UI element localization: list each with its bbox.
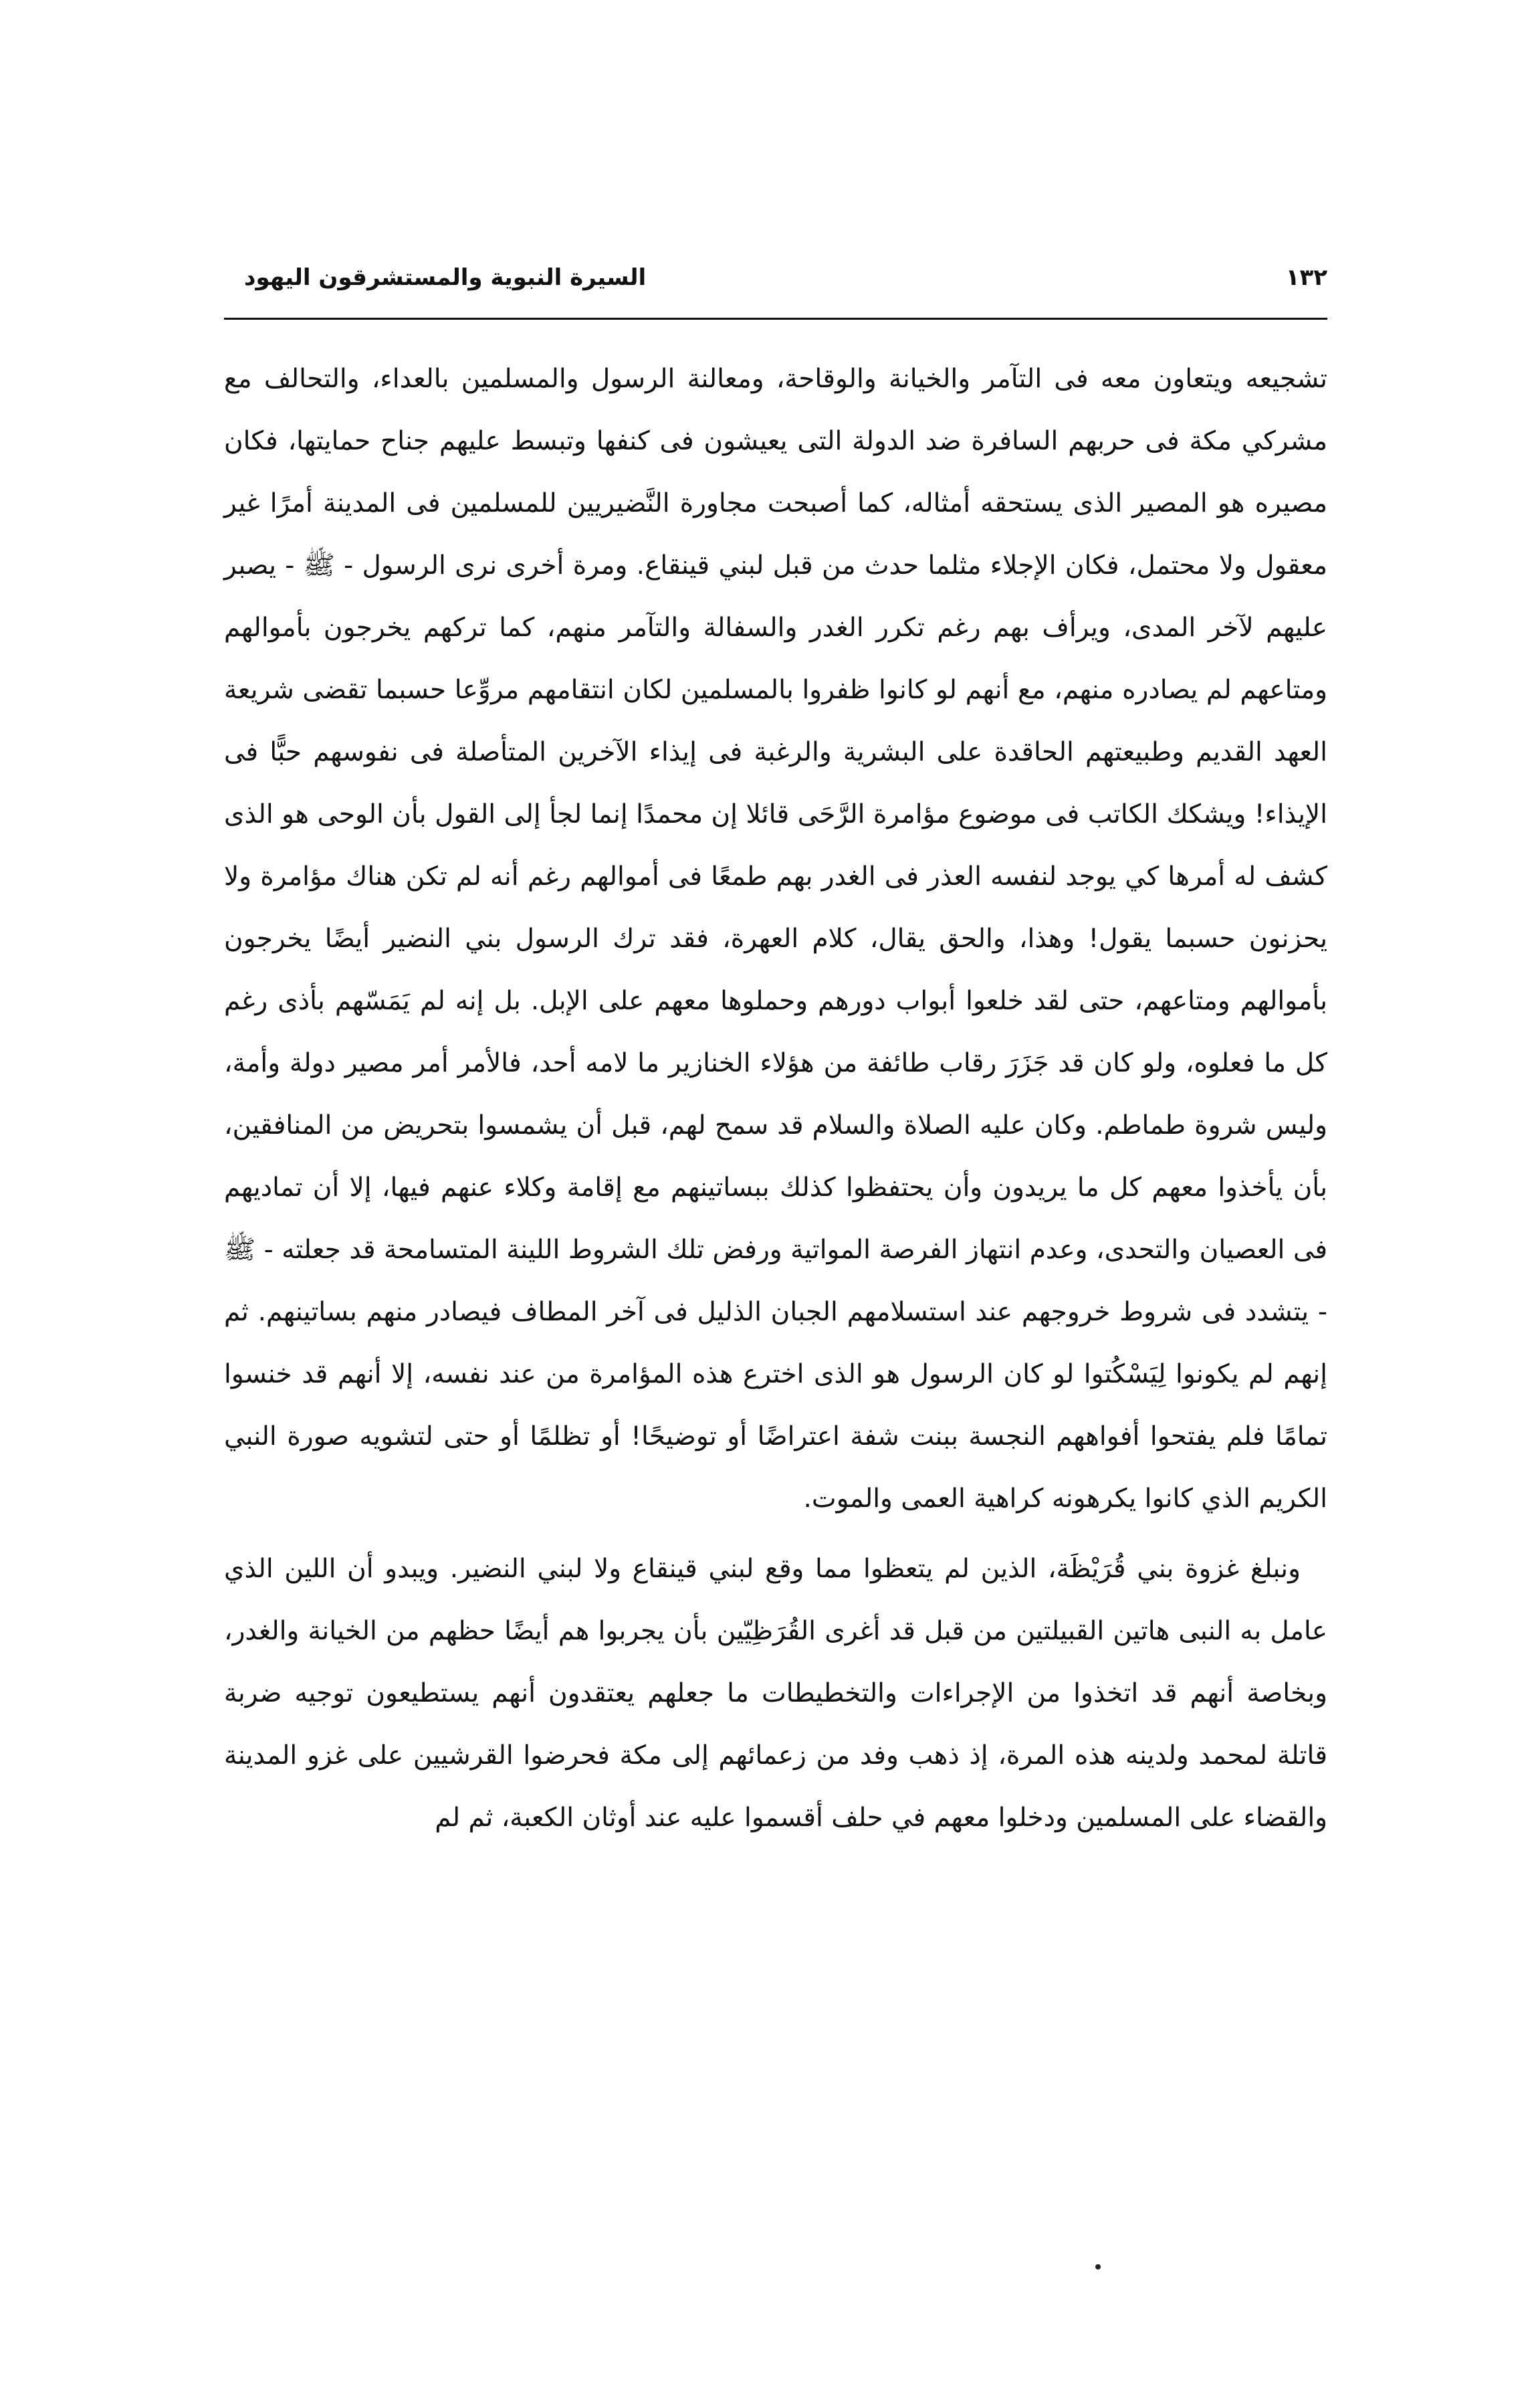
paragraph-1: تشجيعه ويتعاون معه فى التآمر والخيانة والوقاحة، ومعالنة الرسول والمسلمين بالعداء، والتحالف مع مشركي مكة فى حربهم السافرة ضد الدولة التى يعيشون فى كنفها وتبسط عليهم جناح حمايتها، فكان مصيره هو المصير الذى يستحقه أمثاله، كما أصبحت مجاورة النَّضيريين للمسلمين فى المدينة أمرًا غير معقول ولا محتمل، فكان الإجلاء مثلما حدث من قبل لبني قينقاع. ومرة أخرى نرى الرسول - ﷺ - يصبر عليهم لآخر المدى، ويرأف بهم رغم تكرر الغدر والسفالة والتآمر منهم، كما تركهم يخرجون بأموالهم ومتاعهم لم يصادره منهم، مع أنهم لو كانوا ظفروا بالمسلمين لكان انتقامهم مروِّعا حسبما تقضى شريعة العهد القديم وطبيعتهم الحاقدة على البشرية والرغبة فى إيذاء الآخرين المتأصلة فى نفوسهم حبًّا فى الإيذاء! ويشكك الكاتب فى موضوع مؤامرة الرَّحَى قائلا إن محمدًا إنما لجأ إلى القول بأن الوحى هو الذى كشف له أمرها كي يوجد لنفسه العذر فى الغدر بهم طمعًا فى أموالهم رغم أنه لم تكن هناك مؤامرة ولا يحزنون حسبما يقول! وهذا، والحق يقال، كلام العهرة، فقد ترك الرسول بني النضير أيضًا يخرجون بأموالهم ومتاعهم، حتى لقد خلعوا أبواب دورهم وحملوها معهم على الإبل. بل إنه لم يَمَسّهم بأذى رغم كل ما فعلوه، ولو كان قد جَزَرَ رقاب طائفة من هؤلاء الخنازير ما لامه أحد، فالأمر أمر مصير دولة وأمة، وليس شروة طماطم. وكان عليه الصلاة والسلام قد سمح لهم، قبل أن يشمسوا بتحريض من المنافقين، بأن يأخذوا معهم كل ما يريدون وأن يحتفظوا كذلك ببساتينهم مع إقامة وكلاء عنهم فيها، إلا أن تماديهم فى العصيان والتحدى، وعدم انتهاز الفرصة المواتية ورفض تلك الشروط اللينة المتسامحة قد جعلته - ﷺ - يتشدد فى شروط خروجهم عند استسلامهم الجبان الذليل فى آخر المطاف فيصادر منهم بساتينهم. ثم إنهم لم يكونوا لِيَسْكُتوا لو كان الرسول هو الذى اخترع هذه المؤامرة من عند نفسه، إلا أنهم قد خنسوا تمامًا فلم يفتحوا أفواههم النجسة ببنت شفة اعتراضًا أو توضيحًا! أو تظلمًا أو حتى لتشويه صورة النبي الكريم الذي كانوا يكرهونه كراهية العمى والموت.: [224, 364, 1327, 1514]
running-title: السيرة النبوية والمستشرقون اليهود: [244, 264, 647, 291]
header-divider: [224, 318, 1327, 320]
paragraph-2: ونبلغ غزوة بني قُرَيْظَة، الذين لم يتعظوا مما وقع لبني قينقاع ولا لبني النضير. ويبدو أن اللين الذي عامل به النبى هاتين القبيلتين من قبل قد أغرى القُرَظِيّين بأن يجربوا هم أيضًا حظهم من الخيانة والغدر، وبخاصة أنهم قد اتخذوا من الإجراءات والتخطيطات ما جعلهم يعتقدون أنهم يستطيعون توجيه ضربة قاتلة لمحمد ولدينه هذه المرة، إذ ذهب وفد من زعمائهم إلى مكة فحرضوا القرشيين على غزو المدينة والقضاء على المسلمين ودخلوا معهم في حلف أقسموا عليه عند أوثان الكعبة، ثم لم: [224, 1554, 1327, 1833]
stray-mark: [1095, 2264, 1101, 2270]
page-header: [224, 264, 1327, 311]
body-text: [224, 348, 1327, 1849]
page-number: ١٣٢: [1285, 264, 1327, 291]
